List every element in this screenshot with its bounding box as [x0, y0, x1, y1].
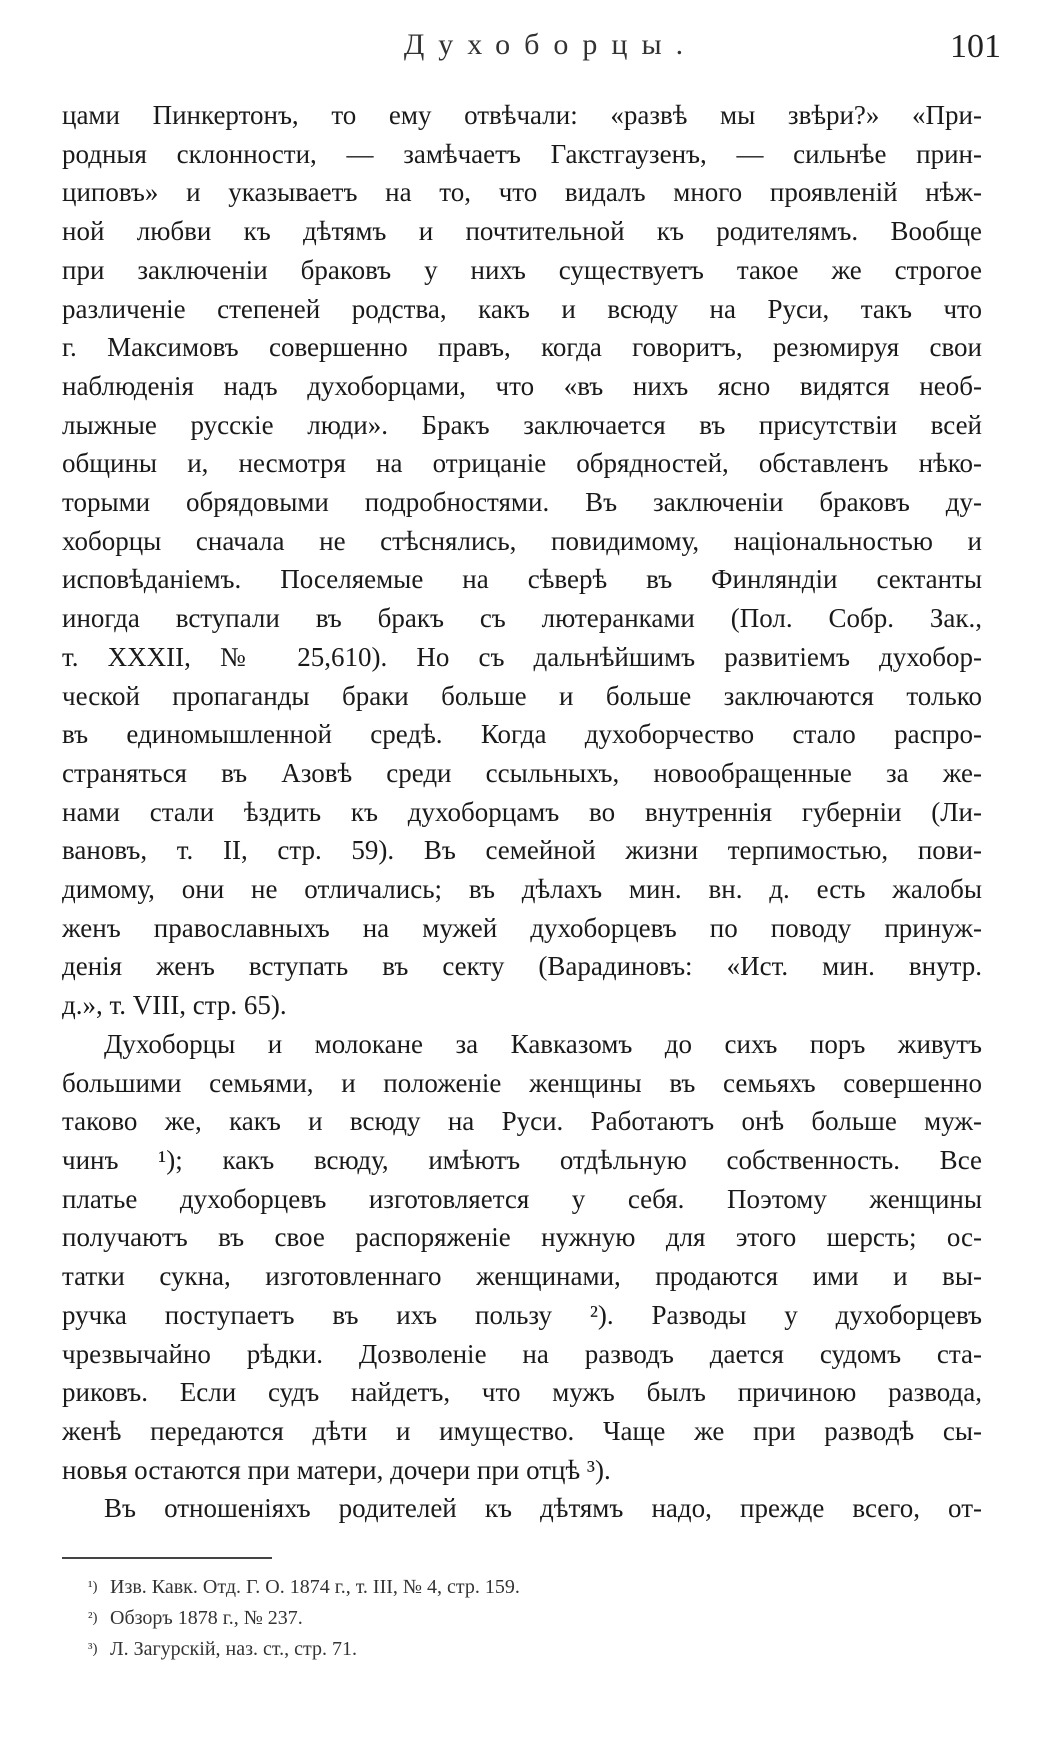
- text-line: платье духоборцевъ изготовляется у себя. Поэтому женщины: [62, 1183, 982, 1214]
- text-line: исповѣданіемъ. Поселяемые на сѣверѣ въ Финляндіи сектанты: [62, 564, 982, 595]
- text-line: вановъ, т. II, стр. 59). Въ семейной жизни терпимостью, пови-: [62, 835, 982, 866]
- text-line: циповъ» и указываетъ на то, что видалъ много проявленій нѣж-: [62, 177, 982, 208]
- footnote: [88, 1572, 968, 1603]
- text-line: нами стали ѣздить къ духоборцамъ во внутреннія губерніи (Ли-: [62, 796, 982, 827]
- text-line: лыжные русскіе люди». Бракъ заключается въ присутствіи всей: [62, 409, 982, 440]
- text-line: т. XXXII, № 25,610). Но съ дальнѣйшимъ развитіемъ духобор-: [62, 641, 982, 672]
- text-line: г. Максимовъ совершенно правъ, когда говоритъ, резюмируя свои: [62, 332, 982, 363]
- text-line: хоборцы сначала не стѣснялись, повидимому, національностью и: [62, 525, 982, 556]
- footnote-text: Обзоръ 1878 г., № 237.: [110, 1607, 303, 1629]
- footnote-text: Л. Загурскій, наз. ст., стр. 71.: [110, 1638, 357, 1660]
- text-line: новья остаются при матери, дочери при отцѣ ³).: [62, 1454, 611, 1485]
- text-line: родныя склонности, — замѣчаетъ Гакстгаузенъ, — сильнѣе прин-: [62, 138, 982, 169]
- footnote: [88, 1603, 968, 1634]
- text-line: страняться въ Азовѣ среди ссыльныхъ, новообращенные за же-: [62, 757, 982, 788]
- text-line: ручка поступаетъ въ ихъ пользу ²). Разводы у духоборцевъ: [62, 1299, 982, 1330]
- text-line: при заключеніи браковъ у нихъ существуетъ такое же строгое: [62, 254, 982, 285]
- text-line: большими семьями, и положеніе женщины въ семьяхъ совершенно: [62, 1067, 982, 1098]
- footnote-divider: [62, 1557, 272, 1559]
- text-line: чрезвычайно рѣдки. Дозволеніе на разводъ дается судомъ ста-: [62, 1338, 982, 1369]
- text-line: различеніе степеней родства, какъ и всюду на Руси, такъ что: [62, 293, 982, 324]
- text-line: наблюденія надъ духоборцами, что «въ нихъ ясно видятся необ-: [62, 370, 982, 401]
- text-line: получаютъ въ свое распоряженіе нужную для этого шерсть; ос-: [62, 1222, 982, 1253]
- text-line: цами Пинкертонъ, то ему отвѣчали: «развѣ мы звѣри?» «При-: [62, 100, 982, 130]
- text-line: чинъ ¹); какъ всюду, имѣютъ отдѣльную собственность. Все: [62, 1144, 982, 1175]
- page-number: 101: [950, 28, 1001, 65]
- text-line: денія женъ вступать въ секту (Варадиновъ: «Ист. мин. внутр.: [62, 951, 982, 982]
- text-line: риковъ. Если судъ найдетъ, что мужъ былъ причиною развода,: [62, 1377, 982, 1408]
- footnotes: [88, 1572, 968, 1665]
- running-head: [100, 28, 1001, 72]
- text-line: торыми обрядовыми подробностями. Въ заключеніи браковъ ду-: [62, 487, 982, 518]
- text-line: д.», т. VIII, стр. 65).: [62, 990, 287, 1021]
- text-line: ной любви къ дѣтямъ и почтительной къ родителямъ. Вообще: [62, 216, 982, 247]
- footnote-marker: ³): [88, 1641, 98, 1657]
- body-text: [62, 96, 982, 1528]
- footnote-marker: ¹): [88, 1579, 98, 1595]
- footnote-marker: ²): [88, 1610, 98, 1626]
- text-line: таково же, какъ и всюду на Руси. Работаютъ онѣ больше муж-: [62, 1106, 982, 1137]
- text-line: димому, они не отличались; въ дѣлахъ мин. вн. д. есть жалобы: [62, 874, 982, 905]
- footnote-text: Изв. Кавк. Отд. Г. О. 1874 г., т. III, № 4, стр. 159.: [110, 1576, 520, 1598]
- text-line: женъ православныхъ на мужей духоборцевъ по поводу принуж-: [62, 912, 982, 943]
- text-line: иногда вступали въ бракъ съ лютеранками (Пол. Собр. Зак.,: [62, 603, 982, 634]
- text-line: Въ отношеніяхъ родителей къ дѣтямъ надо, прежде всего, от-: [104, 1493, 982, 1524]
- footnote: [88, 1634, 968, 1665]
- text-line: Духоборцы и молокане за Кавказомъ до сихъ поръ живутъ: [104, 1028, 982, 1059]
- text-line: татки сукна, изготовленнаго женщинами, продаются ими и вы-: [62, 1261, 982, 1292]
- running-title: Духоборцы.: [403, 28, 698, 61]
- text-line: женѣ передаются дѣти и имущество. Чаще же при разводѣ сы-: [62, 1415, 982, 1446]
- text-line: ческой пропаганды браки больше и больше заключаются только: [62, 680, 982, 711]
- text-line: общины и, несмотря на отрицаніе обрядностей, обставленъ нѣко-: [62, 448, 982, 479]
- text-line: въ единомышленной средѣ. Когда духоборчество стало распро-: [62, 719, 982, 750]
